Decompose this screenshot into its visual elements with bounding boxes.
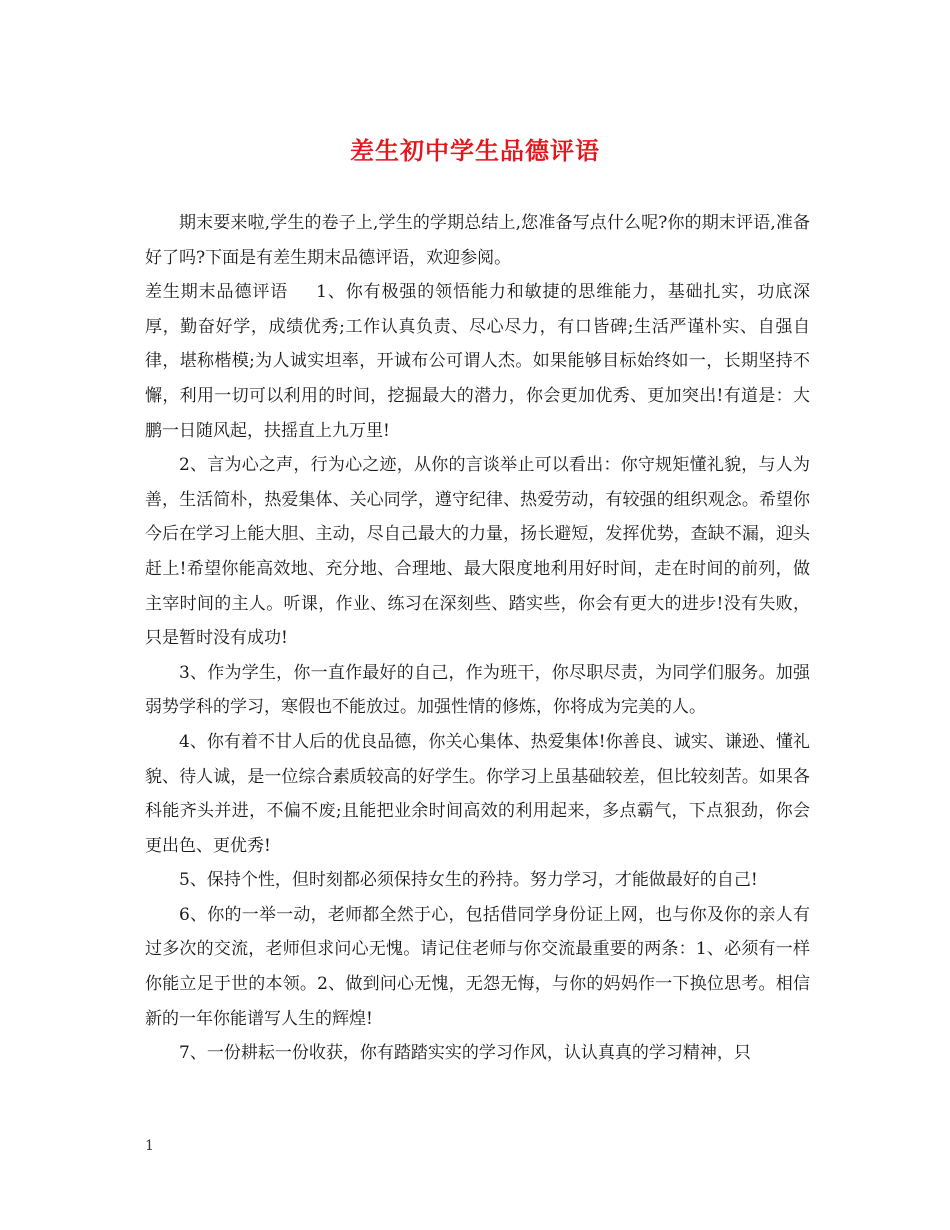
- page-number: 1: [145, 1138, 154, 1154]
- paragraph-1-text: 1、你有极强的领悟能力和敏捷的思维能力，基础扎实，功底深厚，勤奋好学，成绩优秀;工作认真负责、尽心尽力，有口皆碑;生活严谨朴实、自强自律，堪称楷模;为人诚实坦率，开诚布公可谓人杰。如果能够目标始终如一，长期坚持不懈，利用一切可以利用的时间，挖掘最大的潜力，你会更加优秀、更加突出!有道是：大鹏一日随风起，扶摇直上九万里!: [145, 282, 810, 441]
- paragraph-6: 6、你的一举一动，老师都全然于心，包括借同学身份证上网，也与你及你的亲人有过多次的交流，老师但求问心无愧。请记住老师与你交流最重要的两条：1、必须有一样你能立足于世的本领。2、做到问心无愧，无怨无悔，与你的妈妈作一下换位思考。相信新的一年你能谱写人生的辉煌!: [145, 904, 810, 1029]
- paragraph-4: 4、你有着不甘人后的优良品德，你关心集体、热爱集体!你善良、诚实、谦逊、懂礼貌、待人诚，是一位综合素质较高的好学生。你学习上虽基础较差，但比较刻苦。如果各科能齐头并进，不偏不废;且能把业余时间高效的利用起来，多点霸气，下点狠劲，你会更出色、更优秀!: [145, 731, 810, 856]
- paragraph-5: 5、保持个性，但时刻都必须保持女生的矜持。努力学习，才能做最好的自己!: [179, 870, 758, 891]
- paragraph-7: 7、一份耕耘一份收获，你有踏踏实实的学习作风，认认真真的学习精神，只: [179, 1043, 751, 1064]
- document-body: [145, 206, 810, 1071]
- paragraph-3: 3、作为学生，你一直作最好的自己，作为班干，你尽职尽责，为同学们服务。加强弱势学科的学习，寒假也不能放过。加强性情的修炼，你将成为完美的人。: [145, 662, 810, 718]
- paragraph-2: 2、言为心之声，行为心之迹，从你的言谈举止可以看出：你守规矩懂礼貌，与人为善，生活简朴，热爱集体、关心同学，遵守纪律、热爱劳动，有较强的组织观念。希望你今后在学习上能大胆、主动，尽自己最大的力量，扬长避短，发挥优势，查缺不漏，迎头赶上!希望你能高效地、充分地、合理地、最大限度地利用好时间，走在时间的前列，做主宰时间的主人。听课，作业、练习在深刻些、踏实些，你会有更大的进步!没有失败，只是暂时没有成功!: [145, 455, 810, 649]
- document-title: 差生初中学生品德评语: [350, 136, 600, 165]
- section-label: 差生期末品德评语: [145, 282, 289, 303]
- paragraph-1: [145, 275, 810, 448]
- intro-paragraph: 期末要来啦,学生的卷子上,学生的学期总结上,您准备写点什么呢?你的期末评语,准备好了吗?下面是有差生期末品德评语，欢迎参阅。: [145, 213, 810, 268]
